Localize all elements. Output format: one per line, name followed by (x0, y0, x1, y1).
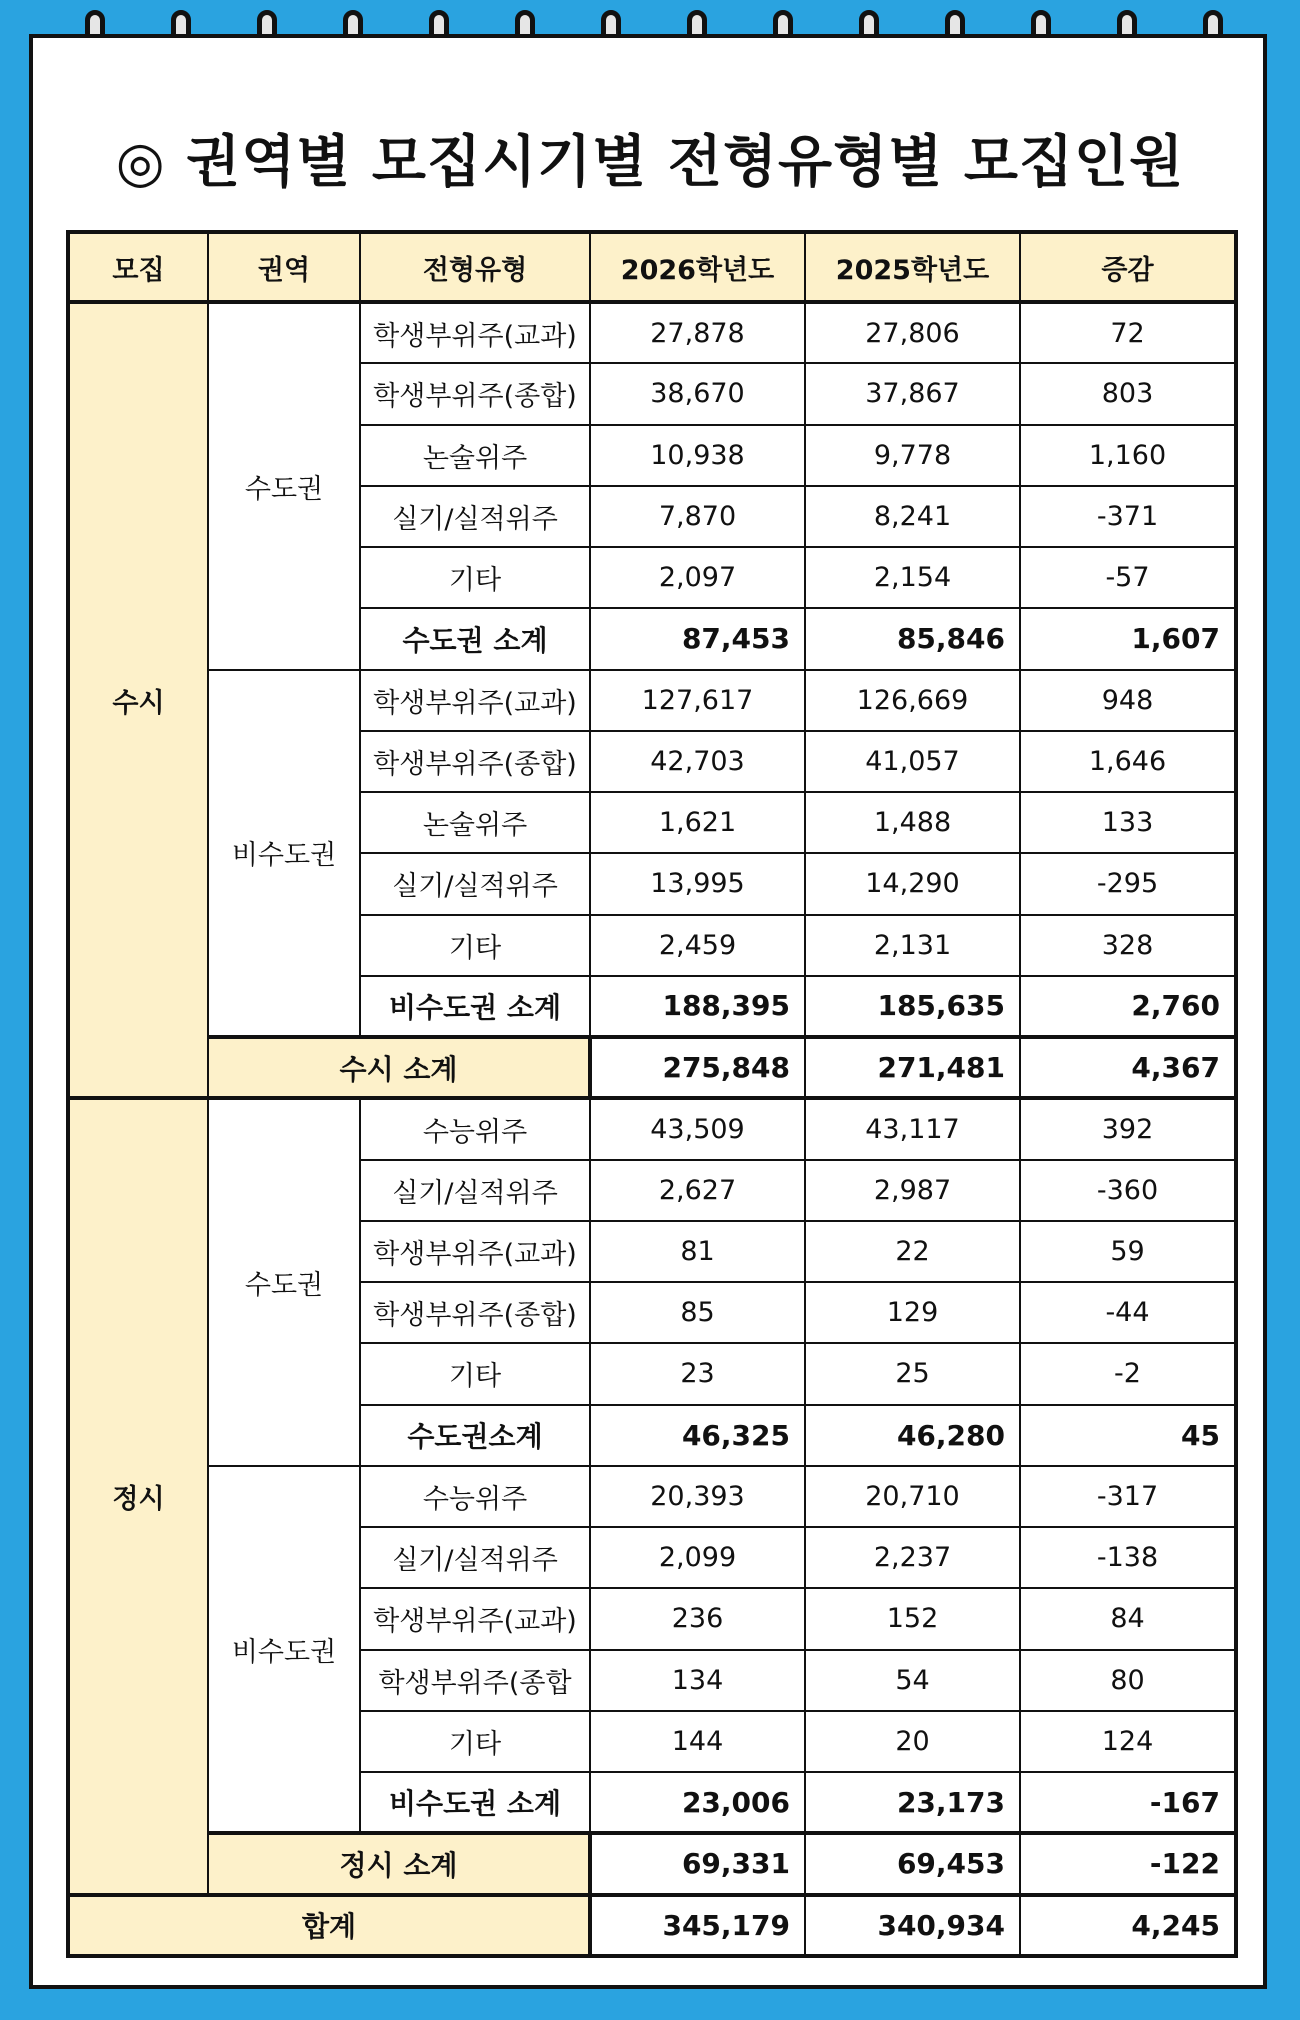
type-cell: 실기/실적위주 (360, 1160, 590, 1221)
type-cell: 학생부위주(교과) (360, 1221, 590, 1282)
value-2025: 2,154 (805, 547, 1020, 608)
value-2025: 126,669 (805, 670, 1020, 731)
section-subtotal-diff: -122 (1020, 1833, 1236, 1894)
table-row (68, 670, 1236, 731)
value-2026: 134 (590, 1650, 805, 1711)
type-cell: 학생부위주(종합) (360, 1282, 590, 1343)
subtotal-label: 비수도권 소계 (360, 976, 590, 1037)
value-2026: 42,703 (590, 731, 805, 792)
value-2026: 13,995 (590, 853, 805, 914)
section-subtotal-row (68, 1833, 1236, 1894)
section-subtotal-label: 정시 소계 (208, 1833, 590, 1894)
value-diff: -317 (1020, 1466, 1236, 1527)
section-subtotal-label: 수시 소계 (208, 1037, 590, 1098)
value-diff: 1,646 (1020, 731, 1236, 792)
value-diff: 59 (1020, 1221, 1236, 1282)
type-cell: 학생부위주(종합 (360, 1650, 590, 1711)
subtotal-2025: 85,846 (805, 608, 1020, 669)
section-subtotal-row (68, 1037, 1236, 1098)
grand-total-2026: 345,179 (590, 1895, 805, 1957)
header-cell: 증감 (1020, 232, 1236, 302)
subtotal-diff: -167 (1020, 1772, 1236, 1833)
value-2026: 2,459 (590, 915, 805, 976)
value-2026: 27,878 (590, 302, 805, 363)
value-2025: 152 (805, 1588, 1020, 1649)
section-subtotal-2025: 271,481 (805, 1037, 1020, 1098)
value-diff: 124 (1020, 1711, 1236, 1772)
category-jeongsi: 정시 (68, 1098, 208, 1894)
value-2025: 22 (805, 1221, 1020, 1282)
section-subtotal-2025: 69,453 (805, 1833, 1020, 1894)
section-subtotal-2026: 69,331 (590, 1833, 805, 1894)
subtotal-2026: 87,453 (590, 608, 805, 669)
subtotal-2026: 46,325 (590, 1405, 805, 1466)
subtotal-label: 수도권소계 (360, 1405, 590, 1466)
type-cell: 학생부위주(교과) (360, 670, 590, 731)
type-cell: 수능위주 (360, 1466, 590, 1527)
value-diff: 80 (1020, 1650, 1236, 1711)
section-subtotal-2026: 275,848 (590, 1037, 805, 1098)
value-2026: 2,097 (590, 547, 805, 608)
value-diff: -295 (1020, 853, 1236, 914)
region-metro: 수도권 (208, 302, 360, 670)
header-cell: 2025학년도 (805, 232, 1020, 302)
value-2025: 14,290 (805, 853, 1020, 914)
value-2026: 127,617 (590, 670, 805, 731)
value-2025: 41,057 (805, 731, 1020, 792)
value-2025: 54 (805, 1650, 1020, 1711)
value-diff: 803 (1020, 363, 1236, 424)
table-row (68, 1098, 1236, 1159)
table-header-row (68, 232, 1236, 302)
value-diff: 72 (1020, 302, 1236, 363)
value-2026: 81 (590, 1221, 805, 1282)
value-diff: 84 (1020, 1588, 1236, 1649)
table-row (68, 1466, 1236, 1527)
type-cell: 학생부위주(종합) (360, 363, 590, 424)
value-2026: 23 (590, 1343, 805, 1404)
value-2026: 20,393 (590, 1466, 805, 1527)
value-2026: 10,938 (590, 425, 805, 486)
value-diff: 948 (1020, 670, 1236, 731)
value-2026: 2,627 (590, 1160, 805, 1221)
grand-total-diff: 4,245 (1020, 1895, 1236, 1957)
section-subtotal-diff: 4,367 (1020, 1037, 1236, 1098)
page-title: ◎ 권역별 모집시기별 전형유형별 모집인원 (115, 130, 1185, 195)
region-nonmetro: 비수도권 (208, 1466, 360, 1834)
type-cell: 논술위주 (360, 425, 590, 486)
grand-total-2025: 340,934 (805, 1895, 1020, 1957)
value-2026: 7,870 (590, 486, 805, 547)
subtotal-label: 비수도권 소계 (360, 1772, 590, 1833)
header-cell: 모집 (68, 232, 208, 302)
value-2026: 38,670 (590, 363, 805, 424)
region-metro: 수도권 (208, 1098, 360, 1466)
value-diff: -57 (1020, 547, 1236, 608)
type-cell: 기타 (360, 1711, 590, 1772)
value-2025: 1,488 (805, 792, 1020, 853)
subtotal-2025: 185,635 (805, 976, 1020, 1037)
subtotal-diff: 1,607 (1020, 608, 1236, 669)
value-2025: 43,117 (805, 1098, 1020, 1159)
value-diff: 328 (1020, 915, 1236, 976)
type-cell: 학생부위주(교과) (360, 302, 590, 363)
value-diff: 1,160 (1020, 425, 1236, 486)
header-cell: 전형유형 (360, 232, 590, 302)
subtotal-diff: 2,760 (1020, 976, 1236, 1037)
value-diff: -2 (1020, 1343, 1236, 1404)
subtotal-2026: 23,006 (590, 1772, 805, 1833)
subtotal-2025: 23,173 (805, 1772, 1020, 1833)
value-2025: 2,987 (805, 1160, 1020, 1221)
type-cell: 학생부위주(교과) (360, 1588, 590, 1649)
type-cell: 학생부위주(종합) (360, 731, 590, 792)
value-2025: 2,131 (805, 915, 1020, 976)
grand-total-row (68, 1895, 1236, 1957)
type-cell: 수능위주 (360, 1098, 590, 1159)
value-diff: 133 (1020, 792, 1236, 853)
subtotal-diff: 45 (1020, 1405, 1236, 1466)
admission-table (66, 230, 1238, 1958)
value-2026: 1,621 (590, 792, 805, 853)
value-2025: 37,867 (805, 363, 1020, 424)
value-2026: 2,099 (590, 1527, 805, 1588)
header-cell: 권역 (208, 232, 360, 302)
type-cell: 기타 (360, 915, 590, 976)
type-cell: 기타 (360, 547, 590, 608)
type-cell: 기타 (360, 1343, 590, 1404)
grand-total-label: 합계 (68, 1895, 590, 1957)
value-2025: 9,778 (805, 425, 1020, 486)
value-2025: 27,806 (805, 302, 1020, 363)
value-2025: 20,710 (805, 1466, 1020, 1527)
subtotal-2026: 188,395 (590, 976, 805, 1037)
region-nonmetro: 비수도권 (208, 670, 360, 1038)
value-2026: 85 (590, 1282, 805, 1343)
value-diff: 392 (1020, 1098, 1236, 1159)
value-diff: -138 (1020, 1527, 1236, 1588)
value-2026: 43,509 (590, 1098, 805, 1159)
value-2025: 2,237 (805, 1527, 1020, 1588)
subtotal-label: 수도권 소계 (360, 608, 590, 669)
value-2026: 236 (590, 1588, 805, 1649)
value-2025: 25 (805, 1343, 1020, 1404)
type-cell: 논술위주 (360, 792, 590, 853)
value-2025: 8,241 (805, 486, 1020, 547)
type-cell: 실기/실적위주 (360, 853, 590, 914)
value-2025: 129 (805, 1282, 1020, 1343)
value-diff: -44 (1020, 1282, 1236, 1343)
type-cell: 실기/실적위주 (360, 486, 590, 547)
value-2026: 144 (590, 1711, 805, 1772)
subtotal-2025: 46,280 (805, 1405, 1020, 1466)
type-cell: 실기/실적위주 (360, 1527, 590, 1588)
table-row (68, 302, 1236, 363)
header-cell: 2026학년도 (590, 232, 805, 302)
value-diff: -360 (1020, 1160, 1236, 1221)
value-diff: -371 (1020, 486, 1236, 547)
category-susi: 수시 (68, 302, 208, 1098)
value-2025: 20 (805, 1711, 1020, 1772)
